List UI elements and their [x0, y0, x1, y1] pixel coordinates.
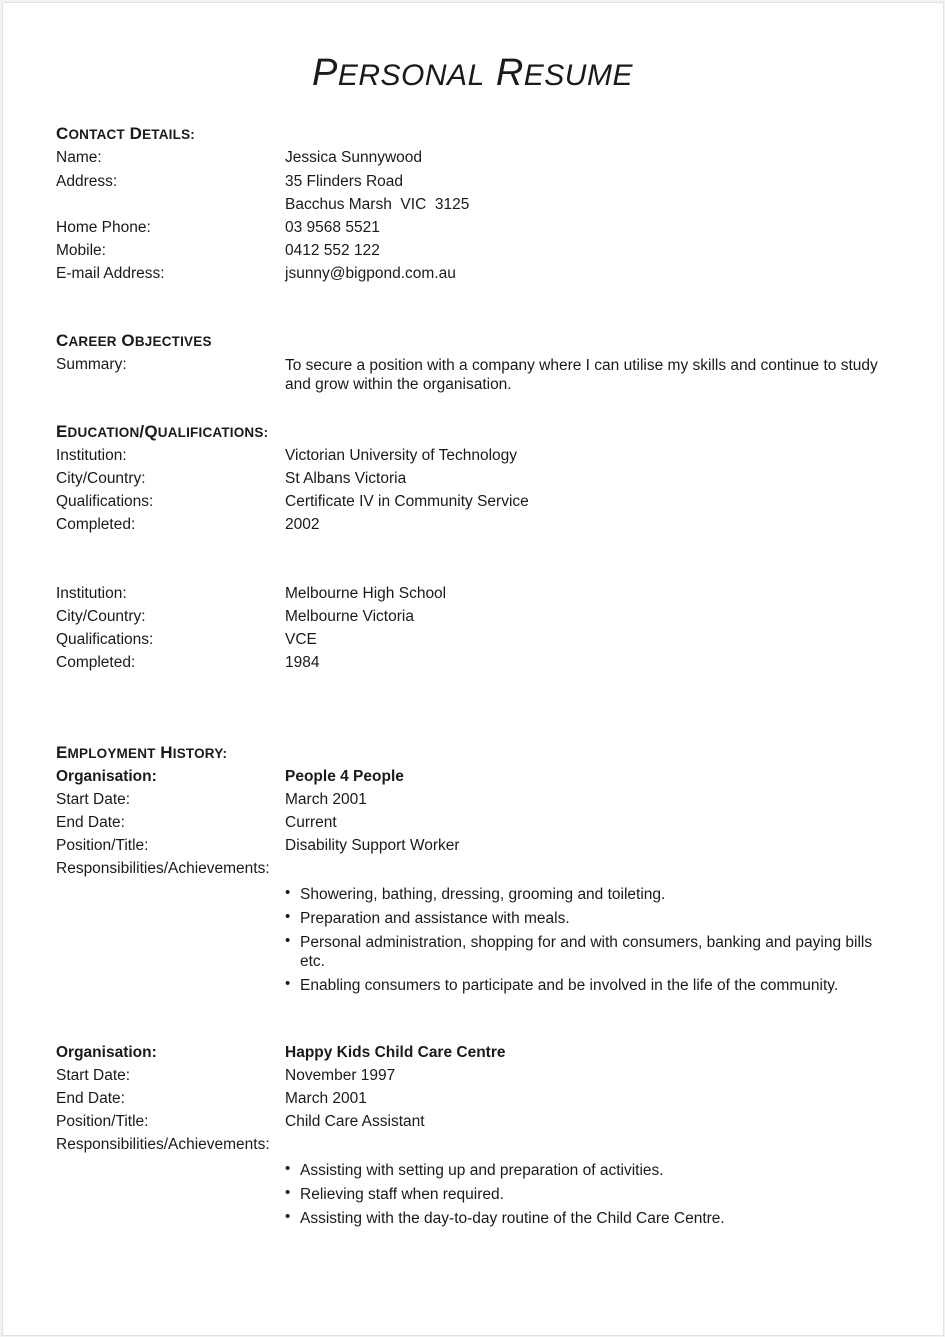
responsibilities-label: Responsibilities/Achievements: [56, 860, 270, 877]
start-date-value: March 2001 [285, 791, 367, 808]
qualifications-label: Qualifications: [56, 631, 154, 648]
start-date-value: November 1997 [285, 1067, 396, 1084]
completed-label: Completed: [56, 516, 136, 533]
qualifications-label: Qualifications: [56, 493, 154, 510]
address-label: Address: [56, 173, 118, 190]
address-line2: Bacchus Marsh VIC 3125 [285, 196, 470, 213]
city-country-value: St Albans Victoria [285, 470, 407, 487]
end-date-label: End Date: [56, 814, 125, 831]
end-date-label: End Date: [56, 1090, 125, 1107]
employment-history-heading: EMPLOYMENT HISTORY: [56, 743, 228, 762]
name-value: Jessica Sunnywood [285, 149, 422, 166]
name-label: Name: [56, 149, 102, 166]
position-title-label: Position/Title: [56, 1113, 149, 1130]
institution-label: Institution: [56, 447, 127, 464]
list-item-text: Enabling consumers to participate and be involved in the life of the community. [300, 977, 839, 994]
career-objectives-heading: CAREER OBJECTIVES [56, 331, 212, 350]
organisation-value: Happy Kids Child Care Centre [285, 1044, 506, 1061]
list-item-text: Relieving staff when required. [300, 1186, 504, 1203]
contact-details-heading: CONTACT DETAILS: [56, 124, 195, 143]
completed-value: 2002 [285, 516, 320, 533]
email-label: E-mail Address: [56, 265, 165, 282]
institution-value: Victorian University of Technology [285, 447, 518, 464]
list-item-text: Personal administration, shopping for and with consumers, banking and paying bills etc. [300, 934, 873, 970]
mobile-label: Mobile: [56, 242, 106, 259]
qualifications-value: VCE [285, 631, 317, 648]
responsibilities-label: Responsibilities/Achievements: [56, 1136, 270, 1153]
list-item-text: Preparation and assistance with meals. [300, 910, 570, 927]
city-country-label: City/Country: [56, 608, 146, 625]
completed-label: Completed: [56, 654, 136, 671]
organisation-label: Organisation: [56, 768, 157, 785]
institution-value: Melbourne High School [285, 585, 447, 602]
home-phone-label: Home Phone: [56, 219, 151, 236]
city-country-value: Melbourne Victoria [285, 608, 414, 625]
end-date-value: Current [285, 814, 337, 831]
email-value: jsunny@bigpond.com.au [285, 265, 456, 282]
page-title: PERSONAL RESUME [312, 52, 633, 94]
start-date-label: Start Date: [56, 791, 131, 808]
position-title-label: Position/Title: [56, 837, 149, 854]
bullet-icon: • [285, 1208, 291, 1225]
address-line1: 35 Flinders Road [285, 173, 404, 190]
bullet-icon: • [285, 908, 291, 925]
completed-value: 1984 [285, 654, 320, 671]
list-item-text: Assisting with setting up and preparation of activities. [300, 1162, 664, 1179]
qualifications-value: Certificate IV in Community Service [285, 493, 529, 510]
education-heading: EDUCATION/QUALIFICATIONS: [56, 422, 269, 441]
mobile-value: 0412 552 122 [285, 242, 380, 259]
organisation-label: Organisation: [56, 1044, 157, 1061]
institution-label: Institution: [56, 585, 127, 602]
bullet-icon: • [285, 975, 291, 992]
home-phone-value: 03 9568 5521 [285, 219, 380, 236]
end-date-value: March 2001 [285, 1090, 367, 1107]
position-title-value: Disability Support Worker [285, 837, 460, 854]
bullet-icon: • [285, 1160, 291, 1177]
city-country-label: City/Country: [56, 470, 146, 487]
organisation-value: People 4 People [285, 768, 404, 785]
list-item-text: Showering, bathing, dressing, grooming and toileting. [300, 886, 666, 903]
summary-label: Summary: [56, 356, 127, 373]
bullet-icon: • [285, 932, 291, 949]
bullet-icon: • [285, 1184, 291, 1201]
start-date-label: Start Date: [56, 1067, 131, 1084]
summary-text: To secure a position with a company where I can utilise my skills and continue to study and grow within the organisation. [285, 357, 878, 393]
bullet-icon: • [285, 884, 291, 901]
list-item-text: Assisting with the day-to-day routine of the Child Care Centre. [300, 1210, 725, 1227]
position-title-value: Child Care Assistant [285, 1113, 425, 1130]
